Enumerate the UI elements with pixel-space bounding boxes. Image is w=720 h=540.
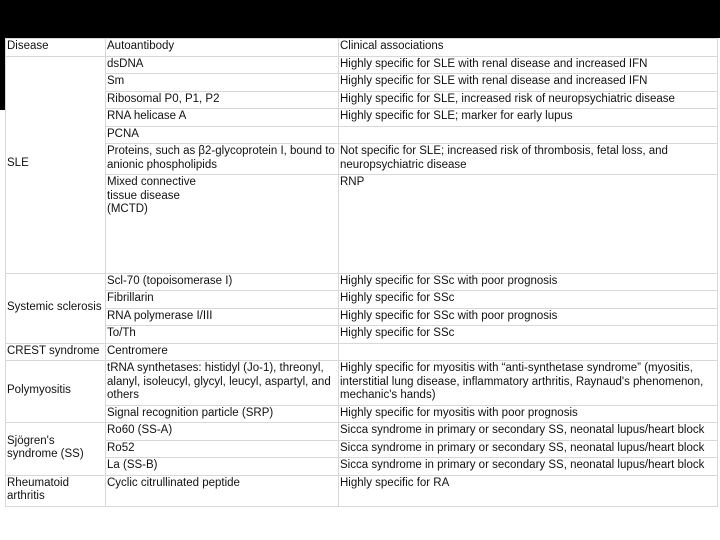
autoantibody-cell: Ro52	[106, 440, 339, 458]
slide-header-bar	[0, 0, 720, 38]
clinical-association-cell: Highly specific for SSc	[339, 326, 718, 344]
table-row	[6, 273, 718, 291]
autoantibody-cell: Cyclic citrullinated peptide	[106, 475, 339, 506]
table-row	[6, 475, 718, 506]
clinical-association-cell: Sicca syndrome in primary or secondary SS, neonatal lupus/heart block	[339, 458, 718, 476]
clinical-association-cell	[339, 126, 718, 144]
clinical-association-cell: Highly specific for SSc with poor prognosis	[339, 308, 718, 326]
autoantibody-cell: Centromere	[106, 343, 339, 361]
autoantibody-cell: To/Th	[106, 326, 339, 344]
autoantibody-cell: Fibrillarin	[106, 291, 339, 309]
header-clinical-associations: Clinical associations	[339, 39, 718, 57]
autoantibody-cell: RNA helicase A	[106, 109, 339, 127]
autoantibody-table	[5, 38, 718, 507]
table-row	[6, 175, 718, 274]
autoantibody-cell: Ro60 (SS-A)	[106, 423, 339, 441]
disease-cell: Mixed connective tissue disease (MCTD)	[106, 175, 339, 274]
autoantibody-cell: Sm	[106, 74, 339, 92]
autoantibody-cell: Proteins, such as β2-glycoprotein I, bound to anionic phospholipids	[106, 144, 339, 175]
table-row	[6, 91, 718, 109]
autoantibody-cell: Scl-70 (topoisomerase I)	[106, 273, 339, 291]
table-row	[6, 126, 718, 144]
clinical-association-cell: Highly specific for SSc with poor prognosis	[339, 273, 718, 291]
autoantibody-cell: RNA polymerase I/III	[106, 308, 339, 326]
clinical-association-cell: Highly specific for SSc	[339, 291, 718, 309]
clinical-association-cell: Highly specific for RA	[339, 475, 718, 506]
clinical-association-cell: Highly specific for myositis with poor prognosis	[339, 405, 718, 423]
autoantibody-cell: dsDNA	[106, 56, 339, 74]
table-row	[6, 74, 718, 92]
table-row	[6, 440, 718, 458]
table-row	[6, 423, 718, 441]
table-row	[6, 308, 718, 326]
table-row	[6, 109, 718, 127]
table-body	[6, 39, 718, 507]
table-row	[6, 326, 718, 344]
autoantibody-cell: tRNA synthetases: histidyl (Jo-1), threonyl, alanyl, isoleucyl, glycyl, leucyl, aspartyl, and others	[106, 361, 339, 406]
table-row	[6, 343, 718, 361]
autoantibody-cell: Ribosomal P0, P1, P2	[106, 91, 339, 109]
autoantibody-cell: La (SS-B)	[106, 458, 339, 476]
clinical-association-cell: Highly specific for SLE; marker for early lupus	[339, 109, 718, 127]
header-disease: Disease	[6, 39, 106, 57]
clinical-association-cell: Highly specific for myositis with “anti-synthetase syndrome” (myositis, interstitial lung disease, inflammatory arthritis, Raynaud's phenomenon, mechanic's hands)	[339, 361, 718, 406]
disease-cell: Rheumatoid arthritis	[6, 475, 106, 506]
table-row	[6, 458, 718, 476]
disease-cell: CREST syndrome	[6, 343, 106, 361]
disease-cell: Polymyositis	[6, 361, 106, 423]
clinical-association-cell: Highly specific for SLE, increased risk of neuropsychiatric disease	[339, 91, 718, 109]
disease-cell: SLE	[6, 56, 106, 273]
clinical-association-cell: Sicca syndrome in primary or secondary SS, neonatal lupus/heart block	[339, 423, 718, 441]
clinical-association-cell: Highly specific for SLE with renal disease and increased IFN	[339, 56, 718, 74]
clinical-association-cell: Sicca syndrome in primary or secondary SS, neonatal lupus/heart block	[339, 440, 718, 458]
table-row	[6, 405, 718, 423]
autoantibody-cell: PCNA	[106, 126, 339, 144]
autoantibody-cell: RNP	[339, 175, 718, 274]
table-row	[6, 361, 718, 406]
table-row	[6, 144, 718, 175]
disease-cell: Systemic sclerosis	[6, 273, 106, 343]
clinical-association-cell: Highly specific for SLE with renal disease and increased IFN	[339, 74, 718, 92]
table-row	[6, 291, 718, 309]
clinical-association-cell: Not specific for SLE; increased risk of thrombosis, fetal loss, and neuropsychiatric disease	[339, 144, 718, 175]
table-header-row	[6, 39, 718, 57]
clinical-association-cell	[339, 343, 718, 361]
header-autoantibody: Autoantibody	[106, 39, 339, 57]
autoantibody-cell: Signal recognition particle (SRP)	[106, 405, 339, 423]
table-row	[6, 56, 718, 74]
disease-cell: Sjögren's syndrome (SS)	[6, 423, 106, 476]
